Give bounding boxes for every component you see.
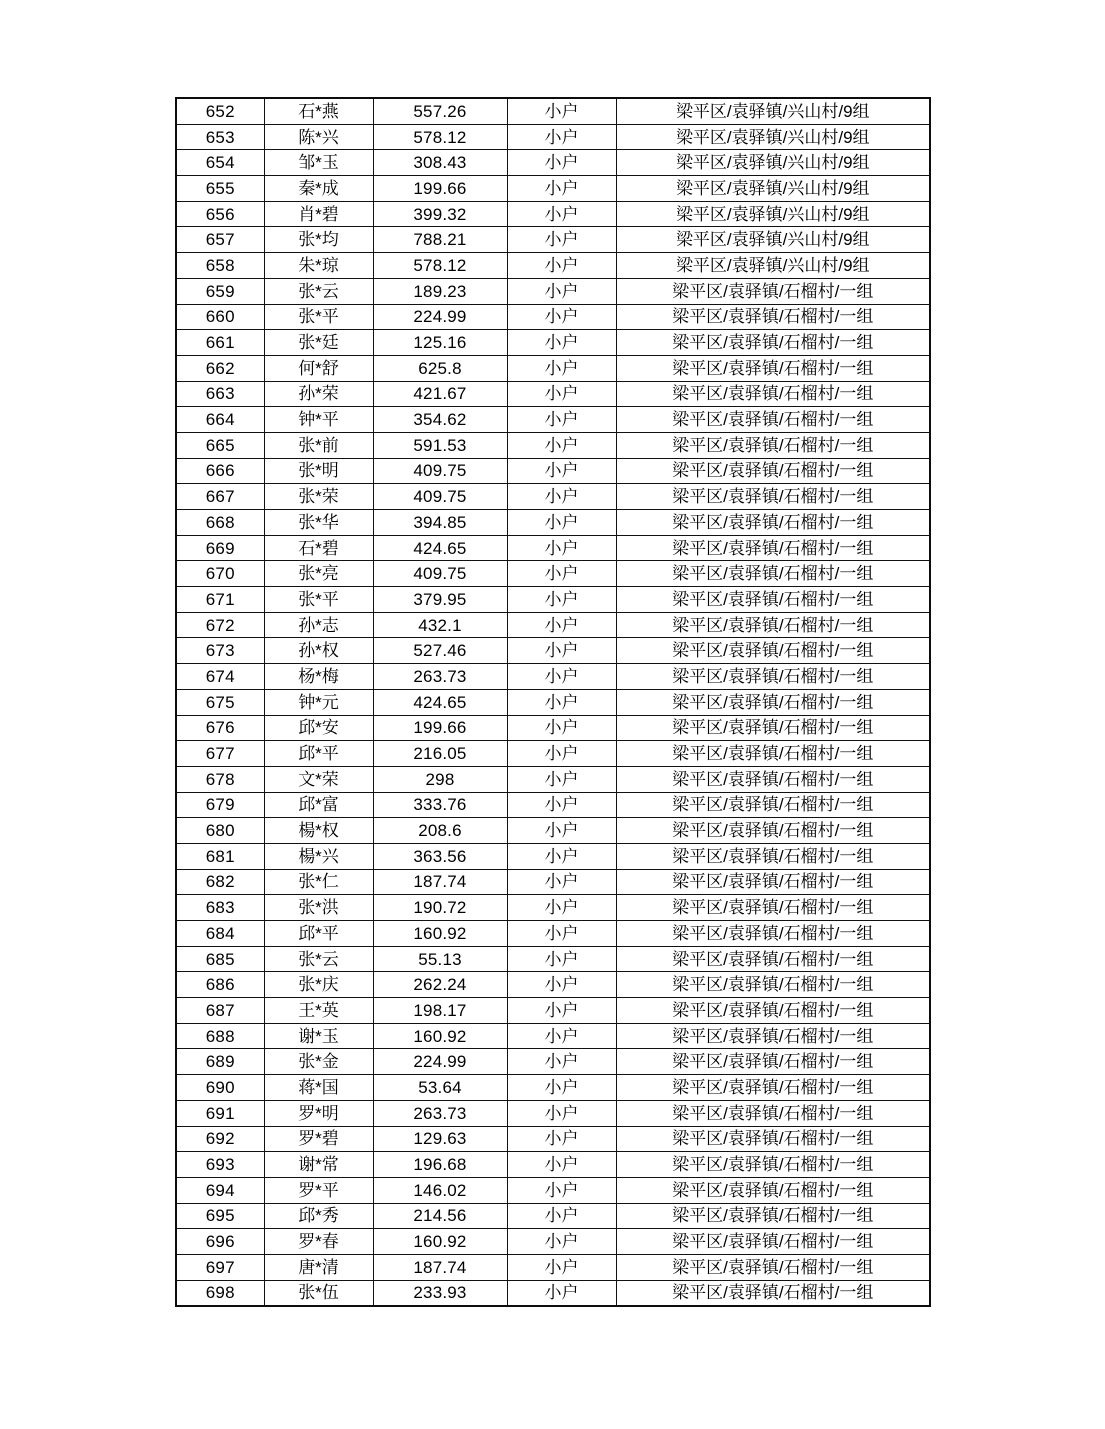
amount-cell: 308.43 [373,150,507,176]
masked-name-cell: 邱*平 [264,921,373,947]
row-number-cell: 690 [176,1075,264,1101]
amount-cell: 379.95 [373,587,507,613]
masked-name-cell: 罗*春 [264,1229,373,1255]
household-type-cell: 小户 [507,612,616,638]
row-number-cell: 659 [176,278,264,304]
amount-cell: 214.56 [373,1203,507,1229]
table-row [176,895,930,921]
amount-cell: 424.65 [373,689,507,715]
amount-cell: 421.67 [373,381,507,407]
row-number-cell: 656 [176,201,264,227]
household-list-table [175,97,931,1307]
household-type-cell: 小户 [507,535,616,561]
address-cell: 梁平区/袁驿镇/石榴村/一组 [616,1023,930,1049]
table-row [176,1126,930,1152]
table-row [176,1023,930,1049]
row-number-cell: 660 [176,304,264,330]
row-number-cell: 677 [176,741,264,767]
amount-cell: 788.21 [373,227,507,253]
table-row [176,432,930,458]
table-row [176,972,930,998]
table-row [176,1280,930,1306]
masked-name-cell: 何*舒 [264,355,373,381]
household-type-cell: 小户 [507,484,616,510]
household-type-cell: 小户 [507,1229,616,1255]
table-row [176,150,930,176]
amount-cell: 233.93 [373,1280,507,1306]
household-type-cell: 小户 [507,1177,616,1203]
masked-name-cell: 肖*碧 [264,201,373,227]
household-type-cell: 小户 [507,587,616,613]
address-cell: 梁平区/袁驿镇/石榴村/一组 [616,1254,930,1280]
amount-cell: 262.24 [373,972,507,998]
row-number-cell: 671 [176,587,264,613]
row-number-cell: 691 [176,1100,264,1126]
amount-cell: 199.66 [373,176,507,202]
table-row [176,1152,930,1178]
row-number-cell: 678 [176,766,264,792]
masked-name-cell: 孙*荣 [264,381,373,407]
row-number-cell: 684 [176,921,264,947]
table-row [176,792,930,818]
household-type-cell: 小户 [507,869,616,895]
address-cell: 梁平区/袁驿镇/石榴村/一组 [616,535,930,561]
amount-cell: 199.66 [373,715,507,741]
row-number-cell: 654 [176,150,264,176]
masked-name-cell: 张*明 [264,458,373,484]
household-type-cell: 小户 [507,561,616,587]
row-number-cell: 667 [176,484,264,510]
table-row [176,381,930,407]
household-type-cell: 小户 [507,458,616,484]
amount-cell: 224.99 [373,1049,507,1075]
masked-name-cell: 钟*元 [264,689,373,715]
table-row [176,587,930,613]
amount-cell: 578.12 [373,253,507,279]
masked-name-cell: 朱*琼 [264,253,373,279]
address-cell: 梁平区/袁驿镇/石榴村/一组 [616,715,930,741]
amount-cell: 527.46 [373,638,507,664]
household-type-cell: 小户 [507,895,616,921]
amount-cell: 187.74 [373,1254,507,1280]
address-cell: 梁平区/袁驿镇/石榴村/一组 [616,458,930,484]
row-number-cell: 689 [176,1049,264,1075]
address-cell: 梁平区/袁驿镇/石榴村/一组 [616,304,930,330]
household-type-cell: 小户 [507,510,616,536]
household-type-cell: 小户 [507,664,616,690]
address-cell: 梁平区/袁驿镇/兴山村/9组 [616,124,930,150]
masked-name-cell: 陈*兴 [264,124,373,150]
row-number-cell: 674 [176,664,264,690]
household-type-cell: 小户 [507,843,616,869]
masked-name-cell: 张*伍 [264,1280,373,1306]
household-type-cell: 小户 [507,278,616,304]
address-cell: 梁平区/袁驿镇/石榴村/一组 [616,1075,930,1101]
household-type-cell: 小户 [507,227,616,253]
row-number-cell: 685 [176,946,264,972]
household-type-cell: 小户 [507,1049,616,1075]
row-number-cell: 661 [176,330,264,356]
address-cell: 梁平区/袁驿镇/石榴村/一组 [616,432,930,458]
household-type-cell: 小户 [507,124,616,150]
table-row [176,998,930,1024]
address-cell: 梁平区/袁驿镇/石榴村/一组 [616,1229,930,1255]
address-cell: 梁平区/袁驿镇/石榴村/一组 [616,510,930,536]
masked-name-cell: 张*均 [264,227,373,253]
address-cell: 梁平区/袁驿镇/石榴村/一组 [616,638,930,664]
row-number-cell: 681 [176,843,264,869]
row-number-cell: 688 [176,1023,264,1049]
household-type-cell: 小户 [507,1100,616,1126]
table-row [176,1100,930,1126]
table-body [176,98,930,1306]
masked-name-cell: 钟*平 [264,407,373,433]
household-type-cell: 小户 [507,998,616,1024]
household-type-cell: 小户 [507,638,616,664]
table-row [176,664,930,690]
row-number-cell: 664 [176,407,264,433]
masked-name-cell: 张*仁 [264,869,373,895]
household-type-cell: 小户 [507,150,616,176]
household-type-cell: 小户 [507,689,616,715]
address-cell: 梁平区/袁驿镇/石榴村/一组 [616,869,930,895]
table-row [176,715,930,741]
amount-cell: 354.62 [373,407,507,433]
masked-name-cell: 孙*志 [264,612,373,638]
row-number-cell: 658 [176,253,264,279]
masked-name-cell: 张*云 [264,946,373,972]
masked-name-cell: 邹*玉 [264,150,373,176]
address-cell: 梁平区/袁驿镇/石榴村/一组 [616,741,930,767]
address-cell: 梁平区/袁驿镇/石榴村/一组 [616,484,930,510]
amount-cell: 53.64 [373,1075,507,1101]
household-type-cell: 小户 [507,253,616,279]
address-cell: 梁平区/袁驿镇/石榴村/一组 [616,921,930,947]
amount-cell: 409.75 [373,484,507,510]
household-type-cell: 小户 [507,381,616,407]
row-number-cell: 672 [176,612,264,638]
masked-name-cell: 张*平 [264,304,373,330]
address-cell: 梁平区/袁驿镇/石榴村/一组 [616,998,930,1024]
row-number-cell: 697 [176,1254,264,1280]
masked-name-cell: 蒋*国 [264,1075,373,1101]
amount-cell: 187.74 [373,869,507,895]
amount-cell: 333.76 [373,792,507,818]
row-number-cell: 680 [176,818,264,844]
masked-name-cell: 张*金 [264,1049,373,1075]
table-row [176,612,930,638]
masked-name-cell: 罗*平 [264,1177,373,1203]
row-number-cell: 666 [176,458,264,484]
table-row [176,124,930,150]
address-cell: 梁平区/袁驿镇/石榴村/一组 [616,792,930,818]
table-row [176,638,930,664]
table-row [176,1254,930,1280]
row-number-cell: 698 [176,1280,264,1306]
amount-cell: 196.68 [373,1152,507,1178]
masked-name-cell: 邱*秀 [264,1203,373,1229]
address-cell: 梁平区/袁驿镇/石榴村/一组 [616,355,930,381]
masked-name-cell: 楊*权 [264,818,373,844]
row-number-cell: 670 [176,561,264,587]
masked-name-cell: 张*华 [264,510,373,536]
table-row [176,278,930,304]
address-cell: 梁平区/袁驿镇/石榴村/一组 [616,561,930,587]
table-row [176,201,930,227]
row-number-cell: 687 [176,998,264,1024]
address-cell: 梁平区/袁驿镇/兴山村/9组 [616,176,930,202]
address-cell: 梁平区/袁驿镇/石榴村/一组 [616,1177,930,1203]
household-type-cell: 小户 [507,1075,616,1101]
household-type-cell: 小户 [507,432,616,458]
household-type-cell: 小户 [507,715,616,741]
address-cell: 梁平区/袁驿镇/石榴村/一组 [616,766,930,792]
amount-cell: 208.6 [373,818,507,844]
household-type-cell: 小户 [507,1254,616,1280]
table-row [176,1075,930,1101]
address-cell: 梁平区/袁驿镇/兴山村/9组 [616,150,930,176]
household-type-cell: 小户 [507,1126,616,1152]
table-row [176,766,930,792]
household-type-cell: 小户 [507,946,616,972]
household-type-cell: 小户 [507,766,616,792]
masked-name-cell: 楊*兴 [264,843,373,869]
row-number-cell: 694 [176,1177,264,1203]
address-cell: 梁平区/袁驿镇/石榴村/一组 [616,612,930,638]
amount-cell: 160.92 [373,1229,507,1255]
address-cell: 梁平区/袁驿镇/石榴村/一组 [616,689,930,715]
row-number-cell: 663 [176,381,264,407]
address-cell: 梁平区/袁驿镇/石榴村/一组 [616,1100,930,1126]
amount-cell: 146.02 [373,1177,507,1203]
amount-cell: 125.16 [373,330,507,356]
masked-name-cell: 文*荣 [264,766,373,792]
amount-cell: 198.17 [373,998,507,1024]
amount-cell: 363.56 [373,843,507,869]
amount-cell: 298 [373,766,507,792]
row-number-cell: 665 [176,432,264,458]
household-type-cell: 小户 [507,921,616,947]
masked-name-cell: 张*云 [264,278,373,304]
table-row [176,1229,930,1255]
row-number-cell: 652 [176,98,264,124]
household-type-cell: 小户 [507,972,616,998]
masked-name-cell: 王*英 [264,998,373,1024]
table-row [176,355,930,381]
masked-name-cell: 谢*常 [264,1152,373,1178]
masked-name-cell: 张*前 [264,432,373,458]
table-row [176,98,930,124]
table-row [176,1049,930,1075]
amount-cell: 625.8 [373,355,507,381]
masked-name-cell: 石*碧 [264,535,373,561]
address-cell: 梁平区/袁驿镇/石榴村/一组 [616,1203,930,1229]
address-cell: 梁平区/袁驿镇/兴山村/9组 [616,98,930,124]
amount-cell: 190.72 [373,895,507,921]
row-number-cell: 679 [176,792,264,818]
table-row [176,484,930,510]
row-number-cell: 696 [176,1229,264,1255]
address-cell: 梁平区/袁驿镇/石榴村/一组 [616,330,930,356]
masked-name-cell: 邱*富 [264,792,373,818]
household-type-cell: 小户 [507,176,616,202]
masked-name-cell: 杨*梅 [264,664,373,690]
address-cell: 梁平区/袁驿镇/石榴村/一组 [616,278,930,304]
household-type-cell: 小户 [507,201,616,227]
table-row [176,535,930,561]
address-cell: 梁平区/袁驿镇/石榴村/一组 [616,1049,930,1075]
table-row [176,1203,930,1229]
table-row [176,843,930,869]
masked-name-cell: 谢*玉 [264,1023,373,1049]
masked-name-cell: 邱*安 [264,715,373,741]
row-number-cell: 662 [176,355,264,381]
row-number-cell: 695 [176,1203,264,1229]
table-row [176,869,930,895]
table-row [176,689,930,715]
amount-cell: 399.32 [373,201,507,227]
table-row [176,330,930,356]
address-cell: 梁平区/袁驿镇/兴山村/9组 [616,253,930,279]
amount-cell: 394.85 [373,510,507,536]
amount-cell: 129.63 [373,1126,507,1152]
table-row [176,304,930,330]
address-cell: 梁平区/袁驿镇/石榴村/一组 [616,946,930,972]
masked-name-cell: 石*燕 [264,98,373,124]
household-type-cell: 小户 [507,818,616,844]
table-row [176,176,930,202]
amount-cell: 189.23 [373,278,507,304]
address-cell: 梁平区/袁驿镇/石榴村/一组 [616,664,930,690]
row-number-cell: 693 [176,1152,264,1178]
masked-name-cell: 张*平 [264,587,373,613]
address-cell: 梁平区/袁驿镇/石榴村/一组 [616,895,930,921]
table-row [176,253,930,279]
household-type-cell: 小户 [507,407,616,433]
amount-cell: 216.05 [373,741,507,767]
amount-cell: 409.75 [373,561,507,587]
masked-name-cell: 张*廷 [264,330,373,356]
household-type-cell: 小户 [507,741,616,767]
amount-cell: 160.92 [373,921,507,947]
row-number-cell: 682 [176,869,264,895]
address-cell: 梁平区/袁驿镇/石榴村/一组 [616,1126,930,1152]
row-number-cell: 692 [176,1126,264,1152]
household-type-cell: 小户 [507,304,616,330]
household-type-cell: 小户 [507,330,616,356]
address-cell: 梁平区/袁驿镇/兴山村/9组 [616,201,930,227]
household-type-cell: 小户 [507,355,616,381]
row-number-cell: 669 [176,535,264,561]
amount-cell: 224.99 [373,304,507,330]
table-row [176,818,930,844]
row-number-cell: 653 [176,124,264,150]
household-type-cell: 小户 [507,1152,616,1178]
table-row [176,227,930,253]
address-cell: 梁平区/袁驿镇/兴山村/9组 [616,227,930,253]
row-number-cell: 675 [176,689,264,715]
table-row [176,946,930,972]
masked-name-cell: 罗*明 [264,1100,373,1126]
address-cell: 梁平区/袁驿镇/石榴村/一组 [616,843,930,869]
table-row [176,510,930,536]
amount-cell: 263.73 [373,664,507,690]
table-row [176,741,930,767]
row-number-cell: 657 [176,227,264,253]
amount-cell: 409.75 [373,458,507,484]
masked-name-cell: 张*庆 [264,972,373,998]
table-row [176,561,930,587]
amount-cell: 591.53 [373,432,507,458]
address-cell: 梁平区/袁驿镇/石榴村/一组 [616,587,930,613]
masked-name-cell: 张*荣 [264,484,373,510]
household-type-cell: 小户 [507,792,616,818]
address-cell: 梁平区/袁驿镇/石榴村/一组 [616,1280,930,1306]
amount-cell: 160.92 [373,1023,507,1049]
amount-cell: 557.26 [373,98,507,124]
address-cell: 梁平区/袁驿镇/石榴村/一组 [616,1152,930,1178]
row-number-cell: 655 [176,176,264,202]
masked-name-cell: 张*亮 [264,561,373,587]
household-type-cell: 小户 [507,1023,616,1049]
amount-cell: 263.73 [373,1100,507,1126]
masked-name-cell: 张*洪 [264,895,373,921]
household-type-cell: 小户 [507,98,616,124]
address-cell: 梁平区/袁驿镇/石榴村/一组 [616,407,930,433]
amount-cell: 432.1 [373,612,507,638]
amount-cell: 578.12 [373,124,507,150]
masked-name-cell: 邱*平 [264,741,373,767]
row-number-cell: 683 [176,895,264,921]
row-number-cell: 676 [176,715,264,741]
table-row [176,407,930,433]
address-cell: 梁平区/袁驿镇/石榴村/一组 [616,381,930,407]
amount-cell: 55.13 [373,946,507,972]
household-type-cell: 小户 [507,1280,616,1306]
amount-cell: 424.65 [373,535,507,561]
address-cell: 梁平区/袁驿镇/石榴村/一组 [616,818,930,844]
table-row [176,921,930,947]
household-type-cell: 小户 [507,1203,616,1229]
row-number-cell: 668 [176,510,264,536]
table-row [176,458,930,484]
masked-name-cell: 孙*权 [264,638,373,664]
table-row [176,1177,930,1203]
masked-name-cell: 秦*成 [264,176,373,202]
masked-name-cell: 唐*清 [264,1254,373,1280]
row-number-cell: 673 [176,638,264,664]
address-cell: 梁平区/袁驿镇/石榴村/一组 [616,972,930,998]
masked-name-cell: 罗*碧 [264,1126,373,1152]
row-number-cell: 686 [176,972,264,998]
